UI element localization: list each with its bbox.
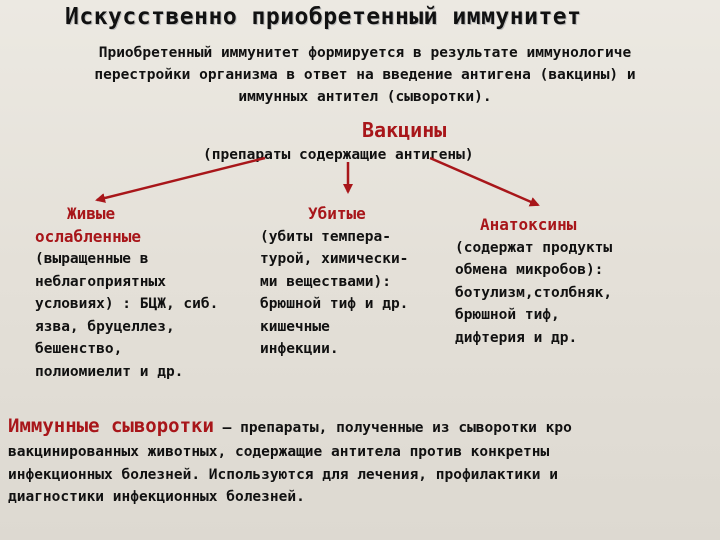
killed-line: турой, химически- (260, 251, 409, 267)
sera-paragraph (8, 441, 558, 509)
toxoid-line: (содержат продукты (455, 239, 613, 256)
live-line: (выращенные в (35, 251, 149, 267)
live-line: неблагоприятных (35, 273, 166, 290)
killed-line: ми веществами): (260, 273, 391, 290)
live-heading: ослабленные (35, 226, 141, 246)
live-heading: Живые (67, 204, 116, 223)
killed-line: (убиты темпера- (260, 228, 391, 245)
toxoid-line: дифтерия и др. (455, 329, 578, 346)
arrow-toxoid (430, 158, 538, 205)
page-title: Искусственно приобретенный иммунитет (65, 4, 582, 30)
killed-line: инфекции. (260, 341, 339, 357)
sera-first-line (8, 415, 572, 440)
intro-line: иммунных антител (сыворотки). (238, 89, 492, 105)
killed-line: брюшной тиф и др. (260, 296, 409, 312)
toxoid-block (455, 214, 612, 349)
toxoid-heading: Анатоксины (480, 215, 577, 234)
sera-line: вакцинированных животных, содержащие антитела против конкретны (8, 444, 550, 460)
sera-line: инфекционных болезней. Используются для лечения, профилактики и (8, 466, 558, 483)
sera-line: диагностики инфекционных болезней. (8, 489, 305, 505)
toxoid-line: ботулизм,столбняк, (455, 284, 613, 301)
intro-line: Приобретенный иммунитет формируется в результате иммунологиче (98, 45, 632, 61)
toxoid-line: обмена микробов): (455, 262, 604, 278)
killed-vaccines-block (260, 203, 408, 361)
vaccines-heading: Вакцины (362, 118, 447, 142)
intro-line: перестройки организма в ответ на введение антигена (вакцины) и (94, 67, 636, 83)
vaccines-subtitle: (препараты содержащие антигены) (203, 147, 474, 163)
arrow-live (97, 158, 265, 200)
live-line: бешенство, (35, 341, 123, 357)
sera-definition-start: – препараты, полученные из сыворотки кро (213, 420, 572, 436)
live-vaccines-block (35, 203, 218, 383)
toxoid-line: брюшной тиф, (455, 307, 560, 323)
killed-heading: Убитые (308, 204, 366, 223)
live-line: полиомиелит и др. (35, 363, 184, 380)
killed-line: кишечные (260, 318, 330, 335)
live-line: язва, бруцеллез, (35, 318, 175, 335)
sera-heading: Иммунные сыворотки (8, 415, 214, 437)
live-line: условиях) : БЦЖ, сиб. (35, 296, 219, 312)
